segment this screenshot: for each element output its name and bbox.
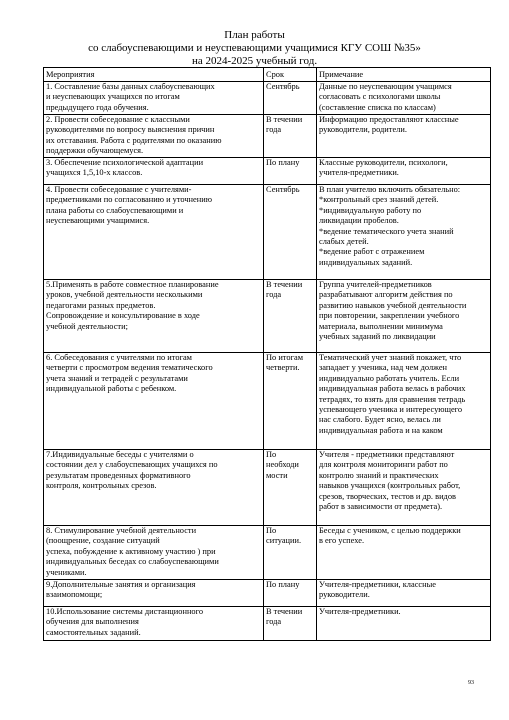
row-note: Данные по неуспевающим учащимся согласовать с психологами школы (составление списка по классам): [317, 82, 491, 115]
row-term: По необходи мости: [264, 450, 317, 526]
table-row: [44, 450, 491, 526]
row-term: По итогам четверти.: [264, 353, 317, 450]
table-row: [44, 526, 491, 580]
row-term: По плану: [264, 158, 317, 185]
row-activity: 8. Стимулирование учебной деятельности (поощрение, создание ситуаций успеха, побуждение к активному участию ) при индивидуальных беседах со слабоуспевающими учениками.: [44, 526, 264, 580]
row-activity: 10.Использование системы дистанционного обучения для выполнения самостоятельных заданий.: [44, 607, 264, 641]
row-term: По плану: [264, 580, 317, 607]
row-term: Сентябрь: [264, 82, 317, 115]
table-header-row: [44, 68, 491, 82]
row-note: Учителя-предметники, классные руководители.: [317, 580, 491, 607]
page-number: 93: [468, 680, 474, 686]
table-row: [44, 82, 491, 115]
header-term: Срок: [264, 68, 317, 82]
row-activity: 7.Индивидуальные беседы с учителями о состоянии дел у слабоуспевающих учащихся по результатам проведенных формативного контроля, контрольных срезов.: [44, 450, 264, 526]
row-note: Учителя - предметники представляют для контроля мониторинги работ по контролю знаний и практических навыков учащихся (контрольных работ, срезов, творческих, тестов и др. видов работ в зависимости от предмета).: [317, 450, 491, 526]
table-row: [44, 185, 491, 280]
row-term: В течении года: [264, 280, 317, 353]
table-row: [44, 353, 491, 450]
table-row: [44, 158, 491, 185]
row-activity: 9.Дополнительные занятия и организация взаимопомощи;: [44, 580, 264, 607]
table-row: [44, 280, 491, 353]
row-activity: 6. Собеседования с учителями по итогам четверти с просмотром ведения тематического учета знаний и тетрадей с результатами индивидуальной работы с ребенком.: [44, 353, 264, 450]
row-activity: 3. Обеспечение психологической адаптации учащихся 1,5,10-х классов.: [44, 158, 264, 185]
row-note: Тематический учет знаний покажет, что западает у ученика, над чем должен индивидуально работать учитель. Если индивидуальная работа велась в рабочих тетрадях, то взять для сравнения тетрадь успевающего ученика и интересующего нас слабого. Будет ясно, велась ли индивидуальная работа и на каком: [317, 353, 491, 450]
row-note: Беседы с учеником, с целью поддержки в его успехе.: [317, 526, 491, 580]
row-note: Классные руководители, психологи, учителя-предметники.: [317, 158, 491, 185]
table-row: [44, 607, 491, 641]
header-note: Примечание: [317, 68, 491, 82]
row-term: В течении года: [264, 115, 317, 158]
header-activity: Мероприятия: [44, 68, 264, 82]
table-row: [44, 580, 491, 607]
row-note: Группа учителей-предметников разрабатывают алгоритм действия по развитию навыков учебной деятельности при повторении, закреплении учебного материала, выполнении минимума учебных заданий по ликвидации: [317, 280, 491, 353]
row-note: Учителя-предметники.: [317, 607, 491, 641]
row-activity: 4. Провести собеседование с учителями- предметниками по согласованию и уточнению плана работы со слабоуспевающими и неуспевающими учащимися.: [44, 185, 264, 280]
row-term: Сентябрь: [264, 185, 317, 280]
row-activity: 2. Провести собеседование с классными руководителями по вопросу выяснения причин их отставания. Работа с родителями по оказанию поддержки обучающемуся.: [44, 115, 264, 158]
row-note: В план учителю включить обязательно: *контрольный срез знаний детей. *индивидуальную работу по ликвидации пробелов. *ведение тематического учета знаний слабых детей. *ведение работ с отражением индивидуальных заданий.: [317, 185, 491, 280]
row-term: В течении года: [264, 607, 317, 641]
doc-subtitle: со слабоуспевающими и неуспевающими учащимися КГУ СОШ №35»: [88, 42, 421, 54]
row-activity: 5.Применять в работе совместное планирование уроков, учебной деятельности несколькими педагогами разных предметов. Сопровождение и консультирование в ходе учебной деятельности;: [44, 280, 264, 353]
row-activity: 1. Составление базы данных слабоуспевающих и неуспевающих учащихся по итогам предыдущего года обучения.: [44, 82, 264, 115]
plan-table: [43, 67, 491, 641]
doc-title: План работы: [224, 29, 285, 41]
table-row: [44, 115, 491, 158]
row-note: Информацию предоставляют классные руководители, родители.: [317, 115, 491, 158]
doc-year: на 2024-2025 учебный год.: [191, 55, 318, 67]
row-term: По ситуации.: [264, 526, 317, 580]
